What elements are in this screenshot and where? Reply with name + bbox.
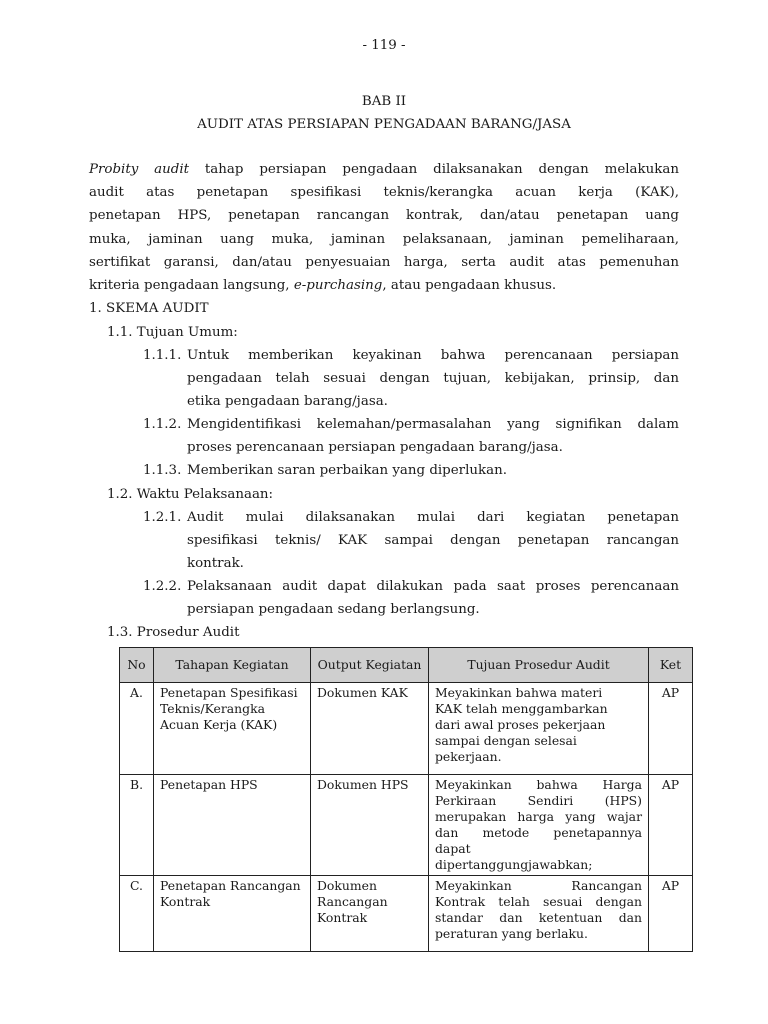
cell-ket: AP <box>649 876 693 952</box>
table-row <box>120 775 693 876</box>
item-text: Audit mulai dilaksanakan mulai dari kegiatan penetapan <box>187 510 679 525</box>
cell-ket: AP <box>649 683 693 775</box>
cell-output: Dokumen HPS <box>311 775 429 876</box>
item-text: proses perencanaan persiapan pengadaan barang/jasa. <box>187 440 563 455</box>
intro-italic-term: Probity audit <box>89 162 190 177</box>
intro-line-5: sertifikat garansi, dan/atau penyesuaian harga, serta audit atas pemenuhan <box>89 255 679 270</box>
table-row <box>120 683 693 775</box>
column-header-output: Output Kegiatan <box>311 648 429 683</box>
intro-line-3: penetapan HPS, penetapan rancangan kontrak, dan/atau penetapan uang <box>89 208 679 223</box>
cell-tujuan: Meyakinkan Rancangan Kontrak telah sesuai dengan standar dan ketentuan dan peraturan yang berlaku. <box>429 876 649 952</box>
audit-procedure-table <box>119 647 693 952</box>
cell-tahapan: Penetapan Rancangan Kontrak <box>154 876 311 952</box>
item-text: persiapan pengadaan sedang berlangsung. <box>187 602 480 617</box>
item-text: Pelaksanaan audit dapat dilakukan pada saat proses perencanaan <box>187 579 679 594</box>
column-header-tujuan: Tujuan Prosedur Audit <box>429 648 649 683</box>
intro-line-6: kriteria pengadaan langsung, e-purchasing, atau pengadaan khusus. <box>89 278 557 293</box>
item-number: 1.2.1. <box>143 510 182 525</box>
item-number: 1.2.2. <box>143 579 182 594</box>
item-text: kontrak. <box>187 556 244 571</box>
item-number: 1.1.1. <box>143 348 182 363</box>
intro-line-4: muka, jaminan uang muka, jaminan pelaksanaan, jaminan pemeliharaan, <box>89 232 679 247</box>
cell-no: A. <box>120 683 154 775</box>
item-text: Untuk memberikan keyakinan bahwa perencanaan persiapan <box>187 348 679 363</box>
item-number: 1.1.2. <box>143 417 182 432</box>
item-text: Mengidentifikasi kelemahan/permasalahan yang signifikan dalam <box>187 417 679 432</box>
cell-output: Dokumen KAK <box>311 683 429 775</box>
cell-tujuan: Meyakinkan bahwa Harga Perkiraan Sendiri (HPS) merupakan harga yang wajar dan metode penetapannya dapat dipertanggungjawabkan; <box>429 775 649 876</box>
intro-line-2: audit atas penetapan spesifikasi teknis/kerangka acuan kerja (KAK), <box>89 185 679 200</box>
item-text: spesifikasi teknis/ KAK sampai dengan penetapan rancangan <box>187 533 679 548</box>
table-row <box>120 876 693 952</box>
chapter-label: BAB II <box>361 94 407 109</box>
item-number: 1.1.3. <box>143 463 182 478</box>
item-text: pengadaan telah sesuai dengan tujuan, kebijakan, prinsip, dan <box>187 371 679 386</box>
cell-tahapan: Penetapan Spesifikasi Teknis/Kerangka Acuan Kerja (KAK) <box>154 683 311 775</box>
item-text: Memberikan saran perbaikan yang diperlukan. <box>187 463 507 478</box>
cell-tujuan: Meyakinkan bahwa materi KAK telah menggambarkan dari awal proses pekerjaan sampai dengan selesai pekerjaan. <box>429 683 649 775</box>
cell-ket: AP <box>649 775 693 876</box>
cell-no: B. <box>120 775 154 876</box>
chapter-title: AUDIT ATAS PERSIAPAN PENGADAAN BARANG/JASA <box>197 117 571 132</box>
section-heading: 1. SKEMA AUDIT <box>89 301 209 316</box>
column-header-no: No <box>120 648 154 683</box>
cell-output: Dokumen Rancangan Kontrak <box>311 876 429 952</box>
item-text: etika pengadaan barang/jasa. <box>187 394 388 409</box>
column-header-tahapan: Tahapan Kegiatan <box>154 648 311 683</box>
intro-line-1: Probity audit tahap persiapan pengadaan dilaksanakan dengan melakukan <box>89 162 680 177</box>
table-header-row <box>120 648 693 683</box>
subsection-heading-1-3: 1.3. Prosedur Audit <box>107 625 240 640</box>
cell-tahapan: Penetapan HPS <box>154 775 311 876</box>
page-number: - 119 - <box>362 38 406 53</box>
subsection-heading-1-1: 1.1. Tujuan Umum: <box>107 325 238 340</box>
cell-no: C. <box>120 876 154 952</box>
column-header-ket: Ket <box>649 648 693 683</box>
subsection-heading-1-2: 1.2. Waktu Pelaksanaan: <box>107 487 274 502</box>
